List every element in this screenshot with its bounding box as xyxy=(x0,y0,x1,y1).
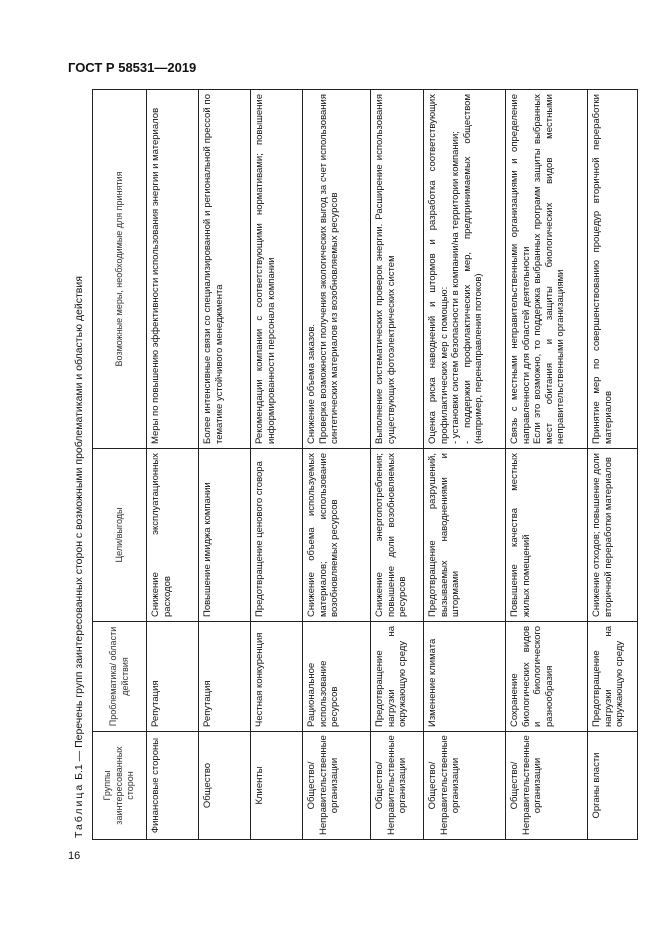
table-cell-measures: Более интенсивные связи со специализированной и региональной прессой по тематике устойчивого менеджмента xyxy=(199,90,251,449)
table-row xyxy=(199,90,251,840)
table-cell-goal: Предотвращение разрушений, вызываемых наводнениями и штормами xyxy=(424,449,506,622)
caption-title: — Перечень групп заинтересованных сторон с возможными проблематиками и областью действия xyxy=(73,276,85,765)
table-cell-group: Финансовые стороны xyxy=(147,732,199,840)
table-cell-goal: Повышение качества местных жилых помещений xyxy=(506,449,588,622)
table-cell-issue: Предотвращение нагрузки на окружающую среду xyxy=(588,622,638,732)
table-cell-measures: Оценка риска наводнений и штормов и разработка соответствующих профилактических мер с помощью: - установки систем безопасности в компании/на территории компании; - поддержки профилактических мер, предпринимаемых обществом (например, перенаправления потоков) xyxy=(424,90,506,449)
table-cell-issue: Репутация xyxy=(147,622,199,732)
caption-number: Б.1 xyxy=(73,764,85,780)
document-id: ГОСТ Р 58531—2019 xyxy=(68,60,197,75)
table-cell-group: Общество xyxy=(199,732,251,840)
table-cell-issue: Рациональное использование ресурсов xyxy=(303,622,371,732)
table-cell-goal: Снижение объема используемых материалов; использование возобновляемых ресурсов xyxy=(303,449,371,622)
table-cell-goal: Снижение эксплуатационных расходов xyxy=(147,449,199,622)
table-cell-measures: Снижение объема заказов. Проверка возможности получения экологических выгод за счет использования синтетических материалов из возобновляемых ресурсов xyxy=(303,90,371,449)
table-cell-group: Общество/ Неправительственные организации xyxy=(371,732,424,840)
table-row xyxy=(303,90,371,840)
table-cell-issue: Предотвращение нагрузки на окружающую среду xyxy=(371,622,424,732)
table-row xyxy=(588,90,638,840)
rotated-page-content xyxy=(70,90,625,840)
table-cell-group: Общество/ Неправительственные организации xyxy=(303,732,371,840)
table-caption xyxy=(70,90,92,840)
table-cell-goal: Предотвращение ценового сговора xyxy=(251,449,303,622)
table-cell-measures: Связь с местными неправительственными организациями и определение направленности для областей деятельности Если это возможно, то поддержка выбранных программ защиты выбранных мест обитания и защиты биологических видов местными неправительственными организациями xyxy=(506,90,588,449)
table-cell-issue: Сохранение биологических видов и биологического разнообразия xyxy=(506,622,588,732)
stakeholder-table xyxy=(92,89,638,840)
table-cell-group: Органы власти xyxy=(588,732,638,840)
table-row xyxy=(147,90,199,840)
column-header: Возможные меры, необходимые для принятия xyxy=(93,90,147,449)
table-row xyxy=(251,90,303,840)
table-cell-goal: Снижение отходов; повышение доли вторичной переработки материалов xyxy=(588,449,638,622)
table-cell-group: Клиенты xyxy=(251,732,303,840)
table-cell-issue: Репутация xyxy=(199,622,251,732)
table-cell-measures: Выполнение систематических проверок энергии. Расширение использования существующих фотоэлектрических систем xyxy=(371,90,424,449)
table-row xyxy=(506,90,588,840)
table-header-row xyxy=(93,90,147,840)
table-cell-measures: Принятие мер по совершенствованию процедур вторичной переработки материалов xyxy=(588,90,638,449)
caption-prefix: Таблица xyxy=(73,782,85,838)
table-cell-goal: Повышение имиджа компании xyxy=(199,449,251,622)
column-header: Цели/выгоды xyxy=(93,449,147,622)
table-cell-group: Общество/ Неправительственные организации xyxy=(506,732,588,840)
column-header: Группы заинтересованных сторон xyxy=(93,732,147,840)
table-cell-issue: Изменение климата xyxy=(424,622,506,732)
table-cell-measures: Меры по повышению эффективности использования энергии и материалов xyxy=(147,90,199,449)
table-cell-goal: Снижение энергопотребления; повышение доли возобновляемых ресурсов xyxy=(371,449,424,622)
table-cell-issue: Честная конкуренция xyxy=(251,622,303,732)
table-row xyxy=(371,90,424,840)
table-cell-measures: Рекомендации компании с соответствующими нормативами; повышение информированности персонала компании xyxy=(251,90,303,449)
column-header: Проблематика/ области действия xyxy=(93,622,147,732)
table-cell-group: Общество/ Неправительственные организации xyxy=(424,732,506,840)
page-number: 16 xyxy=(68,850,81,862)
table-row xyxy=(424,90,506,840)
